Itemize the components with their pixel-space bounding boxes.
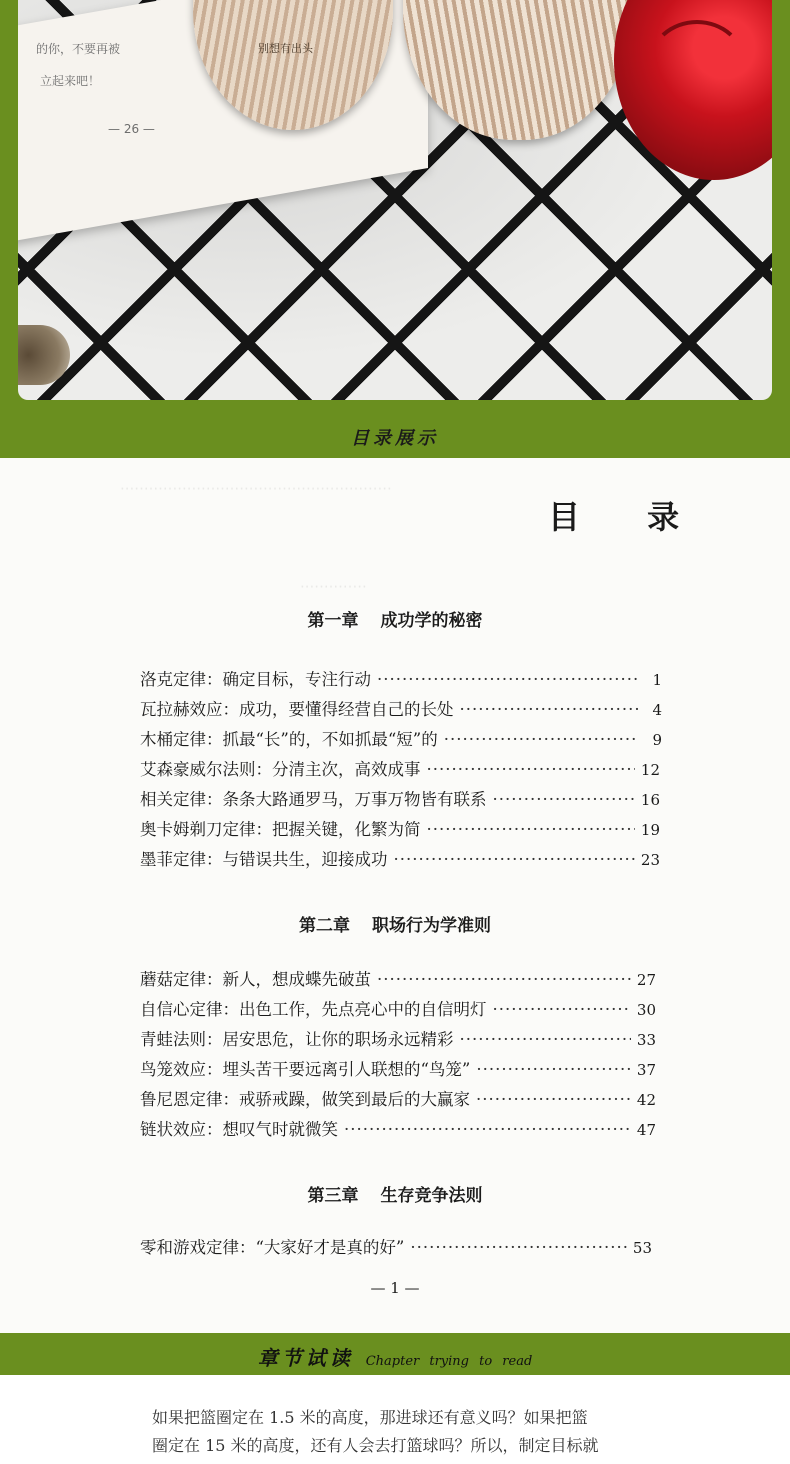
toc-entry-text: 洛克定律：确定目标，专注行动	[140, 670, 371, 689]
toc-entry-text: 瓦拉赫效应：成功，要懂得经营自己的长处	[140, 700, 454, 719]
book-text-line: 的你，不要再被	[36, 42, 121, 56]
toc-entry-page: 19	[640, 821, 660, 839]
leader-dots	[493, 785, 635, 815]
toc-entry-page: 37	[636, 1061, 656, 1079]
chapter-preview-title	[0, 1342, 790, 1371]
toc-entry-text: 链状效应：想叹气时就微笑	[140, 1120, 338, 1139]
leader-dots	[377, 665, 638, 695]
toc-entry-page: 42	[636, 1091, 656, 1109]
chapter-number: 第一章	[307, 611, 359, 631]
toc-entry[interactable]	[140, 965, 656, 995]
toc-entry-text: 自信心定律：出色工作，先点亮心中的自信明灯	[140, 1000, 487, 1019]
toc-entry[interactable]	[140, 725, 662, 755]
toc-entry-text: 木桶定律：抓最“长”的，不如抓最“短”的	[140, 730, 438, 749]
toc-entry-text: 蘑菇定律：新人，想成蝶先破茧	[140, 970, 371, 989]
chapter-heading	[0, 1181, 790, 1206]
toc-entry-page: 12	[640, 761, 660, 779]
leader-dots	[493, 995, 631, 1025]
leader-dots	[394, 845, 635, 875]
book-rose-photo	[18, 0, 772, 400]
chapter-title: 生存竞争法则	[380, 1186, 483, 1206]
toc-entry[interactable]	[140, 665, 662, 695]
book-text-right: 别想有出头	[258, 42, 313, 55]
top-banner	[0, 0, 790, 458]
preview-line: 如果把篮圈定在 1.5 米的高度，那进球还有意义吗？如果把篮	[152, 1408, 588, 1427]
chapter-preview-title-en: Chapter trying to read	[365, 1354, 533, 1369]
toc-entry-text: 相关定律：条条大路通罗马，万事万物皆有联系	[140, 790, 487, 809]
pinecone-image	[18, 325, 70, 385]
toc-entry[interactable]	[140, 755, 660, 785]
toc-entry-text: 墨菲定律：与错误共生，迎接成功	[140, 850, 388, 869]
toc-entry[interactable]	[140, 1233, 652, 1263]
rose-petal-curve	[648, 20, 746, 108]
toc-entry[interactable]	[140, 845, 660, 875]
toc-entry-text: 艾森豪威尔法则：分清主次，高效成事	[140, 760, 421, 779]
toc-entry[interactable]	[140, 1085, 656, 1115]
leader-dots	[377, 965, 631, 995]
toc-entry-text: 零和游戏定律：“大家好才是真的好”	[140, 1238, 405, 1257]
toc-entry-page: 33	[636, 1031, 656, 1049]
preview-line: 圈定在 15 米的高度，还有人会去打篮球吗？所以，制定目标就	[152, 1436, 599, 1455]
bleed-through: ··············	[300, 578, 367, 596]
toc-entry[interactable]	[140, 1115, 656, 1145]
toc-entry-page: 4	[652, 701, 662, 719]
toc-entry-page: 9	[652, 731, 662, 749]
toc-entry-text: 青蛙法则：居安思危，让你的职场永远精彩	[140, 1030, 454, 1049]
leader-dots	[444, 725, 638, 755]
toc-entry-page: 27	[636, 971, 656, 989]
toc-section-title: 目录展示	[351, 428, 439, 449]
toc-entry-text: 鸟笼效应：埋头苦干要远离引人联想的“鸟笼”	[140, 1060, 471, 1079]
chapter-preview-text	[152, 1404, 652, 1460]
toc-entry-page: 16	[640, 791, 660, 809]
toc-entry-page: 30	[636, 1001, 656, 1019]
book-page-number: — 26 —	[108, 122, 155, 136]
leader-dots	[476, 1085, 631, 1115]
toc-entry[interactable]	[140, 695, 662, 725]
leader-dots	[460, 695, 639, 725]
bleed-through: ·························································	[120, 480, 392, 498]
chapter-heading	[0, 606, 790, 631]
chapter-title: 职场行为学准则	[372, 916, 491, 936]
toc-entry-page: 1	[652, 671, 662, 689]
toc-entry[interactable]	[140, 785, 660, 815]
book-text-line: 立起来吧！	[40, 74, 101, 88]
chapter-title: 成功学的秘密	[380, 611, 483, 631]
toc-entry[interactable]	[140, 995, 656, 1025]
chapter-heading	[0, 911, 790, 936]
toc-page-number: — 1 —	[370, 1279, 420, 1297]
leader-dots	[344, 1115, 631, 1145]
toc-entry-page: 53	[632, 1239, 652, 1257]
toc-entry-text: 鲁尼恩定律：戒骄戒躁，做笑到最后的大赢家	[140, 1090, 470, 1109]
chapter-number: 第二章	[299, 916, 350, 936]
toc-entry-page: 23	[640, 851, 660, 869]
toc-entry-text: 奥卡姆剃刀定律：把握关键，化繁为简	[140, 820, 421, 839]
leader-dots	[427, 815, 635, 845]
curled-pages-right	[403, 0, 633, 140]
toc-entry[interactable]	[140, 1025, 656, 1055]
chapter-preview-title-cn: 章节试读	[257, 1346, 354, 1370]
chapter-number: 第三章	[307, 1186, 359, 1206]
toc-entry[interactable]	[140, 815, 660, 845]
toc-entry[interactable]	[140, 1055, 656, 1085]
leader-dots	[410, 1233, 627, 1263]
leader-dots	[427, 755, 635, 785]
toc-entry-page: 47	[636, 1121, 656, 1139]
leader-dots	[476, 1055, 631, 1085]
toc-heading: 目 录	[548, 498, 708, 536]
leader-dots	[460, 1025, 631, 1055]
